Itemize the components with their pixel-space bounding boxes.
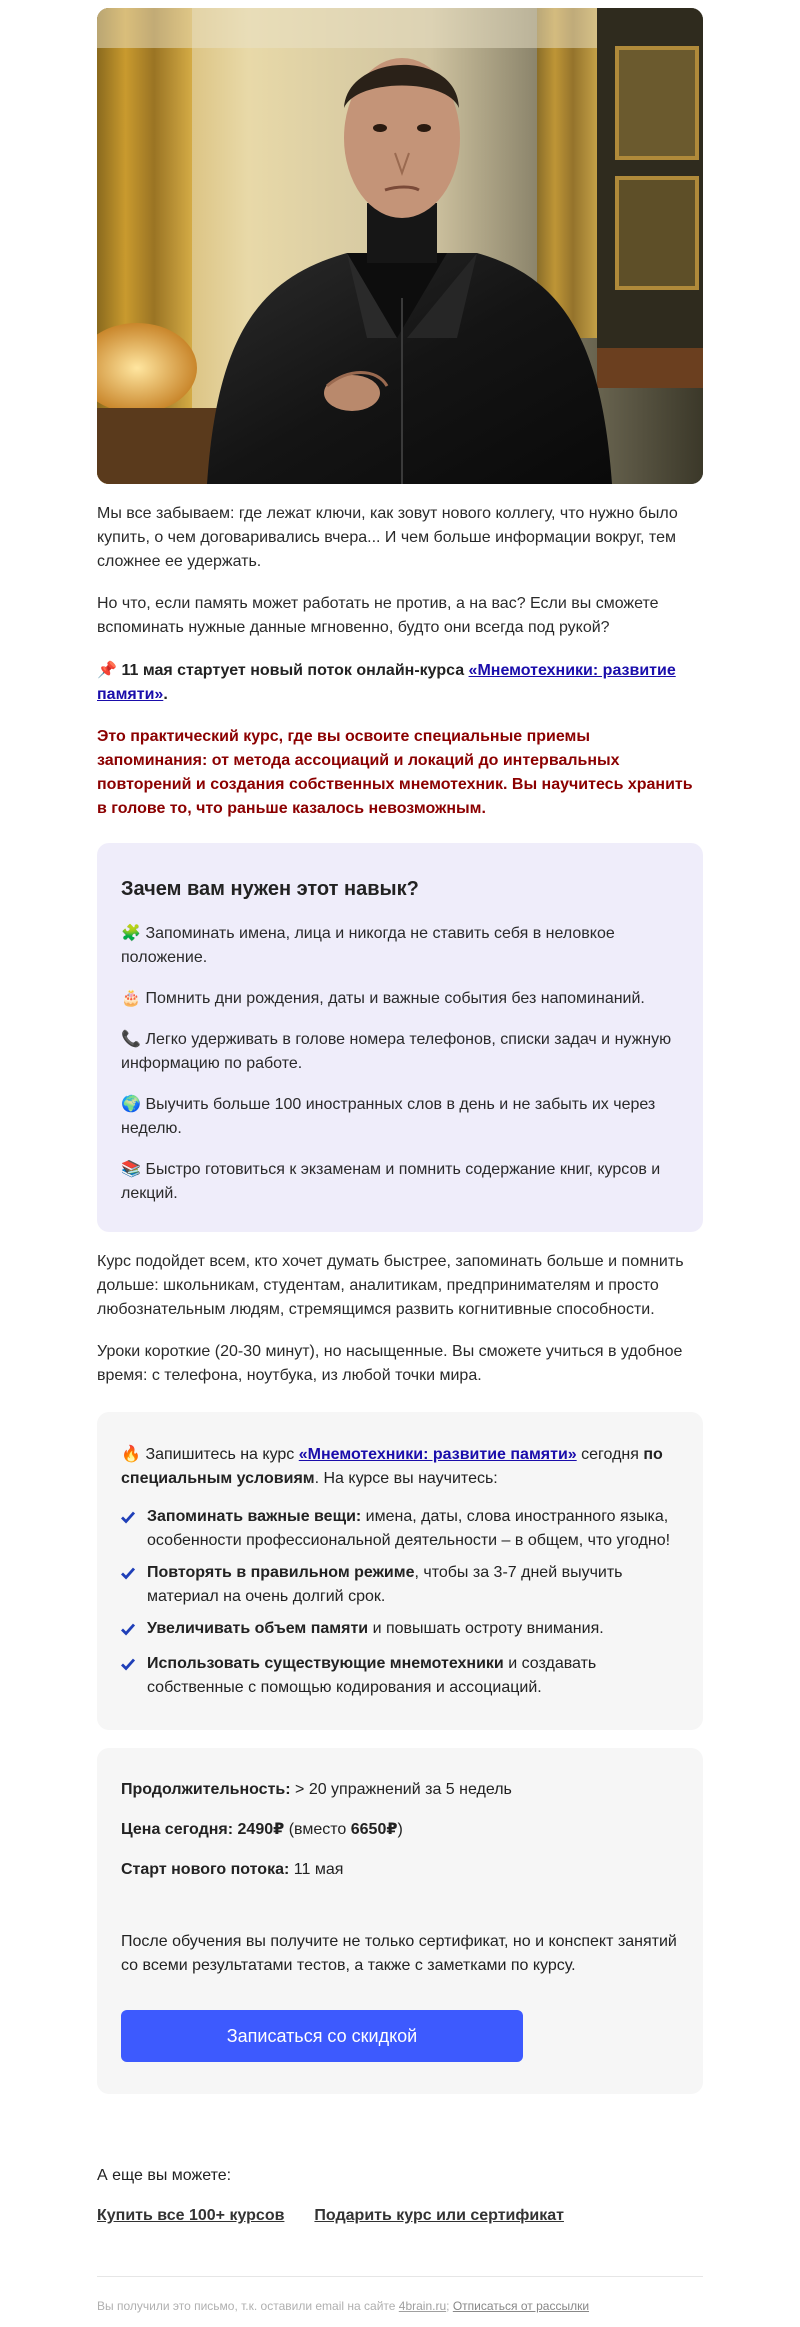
skill-item <box>121 986 679 1011</box>
learn-item-rest: имена, даты, слова иностранного языка, особенности профессиональной деятельности – в общем, что угодно! <box>147 1508 671 1549</box>
birthday-cake-icon: 🎂 <box>121 988 141 1007</box>
skill-text: Быстро готовиться к экзаменам и помнить содержание книг, курсов и лекций. <box>121 1161 661 1202</box>
offer-mid: сегодня <box>576 1446 644 1463</box>
old-price: 6650₽ <box>350 1821 398 1838</box>
footer-text: Вы получили это письмо, т.к. оставили email на сайте <box>97 2299 399 2313</box>
telephone-icon: 📞 <box>121 1029 141 1048</box>
learn-item-rest: и повышать остроту внимания. <box>368 1620 604 1637</box>
certificate-text: После обучения вы получите не только сертификат, но и конспект занятий со всеми результатами тестов, а также с заметками по курсу. <box>121 1933 677 1974</box>
duration-value: > 20 упражнений за 5 недель <box>290 1781 512 1798</box>
learn-item-text <box>147 1561 679 1609</box>
start-label: Старт нового потока: <box>121 1861 290 1878</box>
more-options-title: А еще вы можете: <box>97 2167 232 2184</box>
learn-item <box>121 1561 679 1609</box>
enroll-discount-button[interactable]: Записаться со скидкой <box>121 2010 523 2062</box>
announcement-text: 11 мая стартует новый поток онлайн-курса <box>121 662 469 679</box>
learn-item <box>121 1505 679 1553</box>
learn-item-text <box>147 1617 604 1644</box>
learn-item-rest: , чтобы за 3-7 дней выучить материал на очень долгий срок. <box>147 1564 623 1605</box>
offer-special-conditions: по специальным условиям <box>121 1446 663 1487</box>
course-link[interactable]: «Мнемотехники: развитие памяти» <box>97 662 676 703</box>
price-instead-post: ) <box>397 1821 403 1838</box>
offer-pre: Запишитесь на курс <box>145 1446 299 1463</box>
hero-image <box>97 8 703 484</box>
learn-item <box>121 1652 679 1700</box>
price-label: Цена сегодня: 2490₽ <box>121 1821 285 1838</box>
audience-paragraph: Курс подойдет всем, кто хочет думать быстрее, запоминать больше и помнить дольше: школьникам, студентам, аналитикам, предпринимателям и просто любознательным людям, стремящимся развить когнитивные способности. <box>97 1253 684 1318</box>
course-highlight: Это практический курс, где вы освоите специальные приемы запоминания: от метода ассоциаций и локаций до интервальных повторений и создания собственных мнемотехник. Вы научитесь хранить в голове то, что раньше казалось невозможным. <box>97 728 693 817</box>
learn-item-rest: и создавать собственные с помощью кодирования и ассоциаций. <box>147 1655 597 1696</box>
price-instead-pre: (вместо <box>284 1821 351 1838</box>
books-icon: 📚 <box>121 1159 141 1178</box>
learn-item-bold: Запоминать важные вещи: <box>147 1508 362 1525</box>
email-body <box>97 0 703 2327</box>
course-announcement <box>97 658 703 707</box>
skill-text: Помнить дни рождения, даты и важные события без напоминаний. <box>145 990 645 1007</box>
footer-divider <box>97 2276 703 2277</box>
skills-title: Зачем вам нужен этот навык? <box>121 878 419 900</box>
intro-paragraph-1: Мы все забываем: где лежат ключи, как зовут нового коллегу, что нужно было купить, о чем договаривались вчера... И чем больше информации вокруг, тем сложнее ее удержать. <box>97 505 678 570</box>
puzzle-icon: 🧩 <box>121 923 141 942</box>
learn-item-bold: Использовать существующие мнемотехники <box>147 1655 504 1672</box>
footer <box>97 2297 703 2327</box>
unsubscribe-link[interactable]: Отписаться от рассылки <box>452 2299 590 2313</box>
checkmark-icon <box>121 1561 147 1609</box>
start-line <box>121 1858 679 1882</box>
pricing-box <box>97 1748 703 2094</box>
intro-paragraph-2: Но что, если память может работать не против, а на вас? Если вы сможете вспоминать нужные данные мгновенно, будто они всегда под рукой? <box>97 595 659 636</box>
more-links <box>97 2204 703 2228</box>
offer-course-link[interactable]: «Мнемотехники: развитие памяти» <box>298 1446 577 1463</box>
pushpin-icon: 📌 <box>97 660 117 679</box>
offer-intro <box>121 1442 679 1491</box>
man-in-leather-jacket-image <box>97 8 703 484</box>
buy-all-courses-link[interactable]: Купить все 100+ курсов <box>97 2207 285 2224</box>
lessons-paragraph: Уроки короткие (20-30 минут), но насыщенные. Вы сможете учиться в удобное время: с телефона, ноутбука, из любой точки мира. <box>97 1343 683 1384</box>
duration-line <box>121 1778 679 1802</box>
skill-item <box>121 1027 679 1076</box>
learn-item-text <box>147 1505 679 1553</box>
checkmark-icon <box>121 1505 147 1553</box>
skills-box <box>97 843 703 1232</box>
price-line <box>121 1818 679 1842</box>
skill-text: Запоминать имена, лица и никогда не ставить себя в неловкое положение. <box>121 925 615 966</box>
gift-course-link[interactable]: Подарить курс или сертификат <box>314 2207 564 2224</box>
offer-post: . На курсе вы научитесь: <box>314 1470 498 1487</box>
skill-item <box>121 1092 679 1141</box>
learn-item-bold: Увеличивать объем памяти <box>147 1620 369 1637</box>
start-value: 11 мая <box>289 1861 344 1878</box>
learn-item-text <box>147 1652 679 1700</box>
learn-item-bold: Повторять в правильном режиме <box>147 1564 415 1581</box>
site-link[interactable]: 4brain.ru <box>398 2299 447 2313</box>
skill-item <box>121 921 679 970</box>
skill-item <box>121 1157 679 1206</box>
skill-text: Выучить больше 100 иностранных слов в день и не забыть их через неделю. <box>121 1096 656 1137</box>
checkmark-icon <box>121 1617 147 1644</box>
globe-icon: 🌍 <box>121 1094 141 1113</box>
duration-label: Продолжительность: <box>121 1781 291 1798</box>
offer-box <box>97 1412 703 1730</box>
learn-item <box>121 1617 679 1644</box>
skill-text: Легко удерживать в голове номера телефонов, списки задач и нужную информацию по работе. <box>121 1031 672 1072</box>
checkmark-icon <box>121 1652 147 1700</box>
footer-separator: ; <box>446 2299 453 2313</box>
announcement-end: . <box>163 686 168 703</box>
fire-icon: 🔥 <box>121 1444 141 1463</box>
